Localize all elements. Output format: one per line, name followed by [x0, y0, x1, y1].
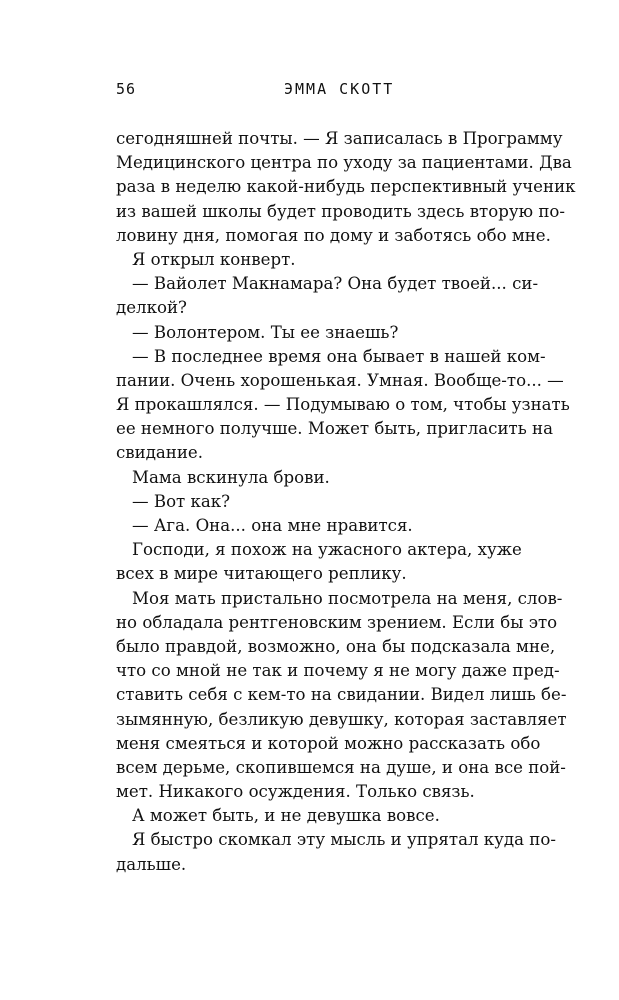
text-line: дальше. [116, 854, 187, 874]
text-line: ставить себя с кем-то на свидании. Видел лишь бе- [116, 685, 567, 705]
text-line: но обладала рентгеновским зрением. Если бы это [116, 612, 558, 632]
text-line: А может быть, и не девушка вовсе. [132, 806, 440, 826]
text-line: Моя мать пристально посмотрела на меня, слов- [132, 588, 563, 608]
text-line: Господи, я похож на ужасного актера, хуже [132, 540, 522, 560]
text-line: — В последнее время она бывает в нашей ком- [132, 346, 546, 366]
text-line: — Вот как? [132, 491, 231, 511]
text-line: меня смеяться и которой можно рассказать обо [116, 733, 541, 753]
text-line: — Ага. Она... она мне нравится. [132, 516, 413, 535]
text-line: сегодняшней почты. — Я записалась в Программу [116, 129, 563, 148]
text-line: было правдой, возможно, она бы подсказала мне, [116, 636, 556, 656]
text-line: — Вайолет Макнамара? Она будет твоей... си- [132, 274, 539, 294]
text-line: пании. Очень хорошенькая. Умная. Вообще-то... — [116, 370, 564, 390]
text-line: — Волонтером. Ты ее знаешь? [132, 322, 399, 342]
text-line: ловину дня, помогая по дому и заботясь обо мне. [116, 225, 551, 245]
text-line: Мама вскинула брови. [132, 467, 330, 487]
text-line: ее немного получше. Может быть, пригласить на [116, 419, 553, 439]
book-author: ЭММА СКОТТ [284, 80, 395, 98]
text-line: всем дерьме, скопившемся на душе, и она все пой- [116, 757, 566, 777]
text-line: Я прокашлялся. — Подумываю о том, чтобы узнать [116, 395, 570, 415]
text-line: зымянную, безликую девушку, которая заставляет [116, 709, 567, 729]
text-line: делкой? [116, 298, 187, 318]
text-line: раза в неделю какой-нибудь перспективный ученик [116, 177, 576, 197]
running-head [116, 80, 516, 104]
page-number: 56 [116, 80, 137, 98]
text-line: Я открыл конверт. [132, 249, 296, 269]
text-line: свидание. [116, 443, 204, 463]
text-line: из вашей школы будет проводить здесь вторую по- [116, 201, 565, 221]
text-line: мет. Никакого осуждения. Только связь. [116, 782, 475, 802]
text-line: что со мной не так и почему я не могу даже пред- [116, 661, 560, 681]
text-line: Я быстро скомкал эту мысль и упрятал куда по- [132, 830, 556, 850]
text-line: всех в мире читающего реплику. [116, 564, 407, 584]
text-line: Медицинского центра по уходу за пациентами. Два [116, 153, 572, 173]
body-text [116, 127, 576, 877]
